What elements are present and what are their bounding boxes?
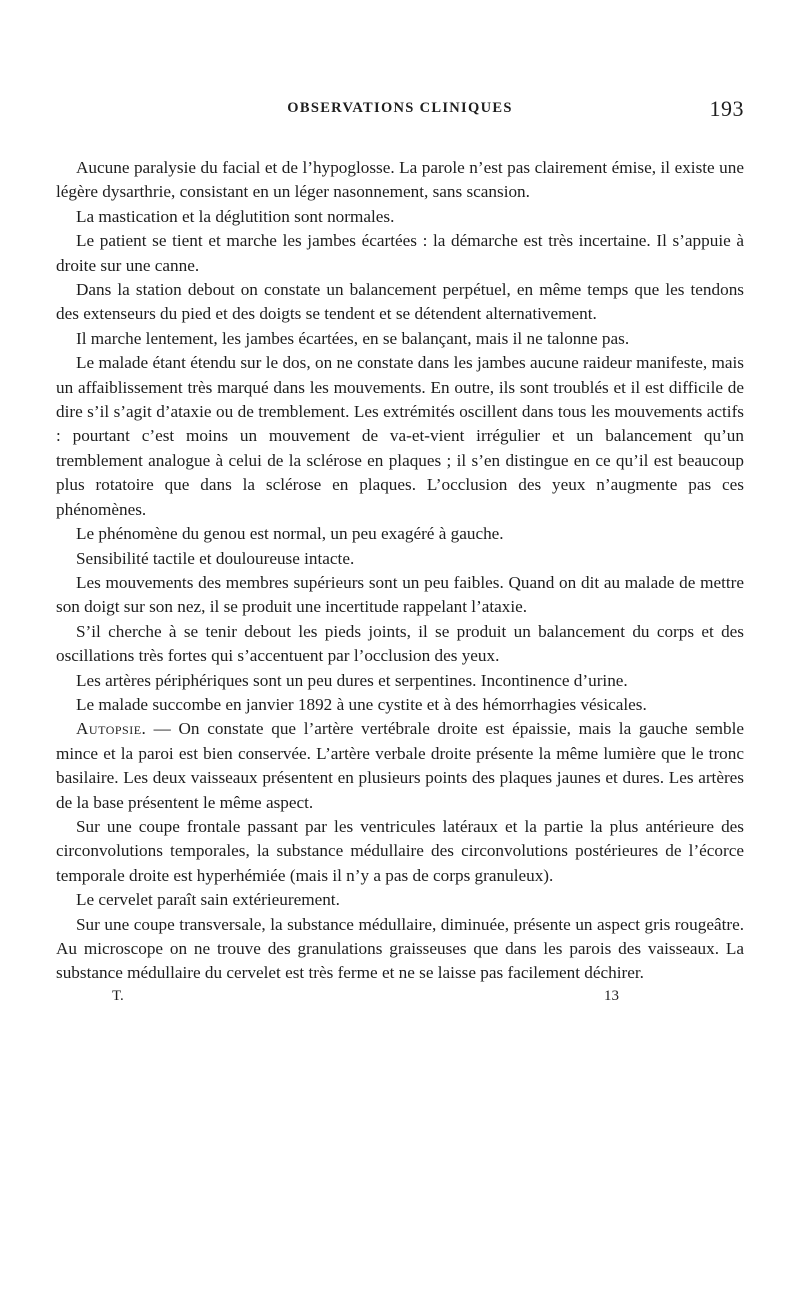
paragraph: S’il cherche à se tenir debout les pieds joints, il se produit un balancement du corps et des oscillations très fortes qui s’accentuent par l’occlusion des yeux. [56,621,744,666]
paragraph: Dans la station debout on constate un balancement perpétuel, en même temps que les tendons des extenseurs du pied et des doigts se tendent et se détendent alternativement. [56,280,744,324]
page-footer [56,988,744,1012]
paragraph: Sur une coupe frontale passant par les ventricules latéraux et la partie la plus antérieure des circonvolutions temporales, la substance médullaire des circonvolutions postérieures de l’écorce temporale droite est hyperhémiée (mais il n’y a pas de corps granuleux). [56,816,744,885]
paragraph: Sur une coupe transversale, la substance médullaire, diminuée, présente un aspect gris rougeâtre. Au microscope on ne trouve des granulations graisseuses que dans les parois des vaisseaux. La substance médullaire du cervelet est très ferme et ne se laisse pas facilement déchirer. [56,914,744,983]
paragraph: Aucune paralysie du facial et de l’hypoglosse. La parole n’est pas clairement émise, il existe une légère dysarthrie, consistant en un léger nasonnement, sans scansion. [56,158,744,202]
page-number: 193 [709,96,744,121]
paragraph: Les mouvements des membres supérieurs sont un peu faibles. Quand on dit au malade de mettre son doigt sur son nez, il se produit une incertitude rappelant l’ataxie. [56,572,744,617]
body-text [56,156,744,986]
book-page [56,96,744,1012]
signature-mark: T. [112,987,124,1004]
autopsy-paragraph [56,717,744,815]
sheet-number: 13 [604,987,619,1004]
paragraph: Les artères périphériques sont un peu dures et serpentines. Incontinence d’urine. [76,670,628,690]
running-head: OBSERVATIONS CLINIQUES [287,100,513,116]
paragraph: Le phénomène du genou est normal, un peu exagéré à gauche. [76,524,504,544]
paragraph: Il marche lentement, les jambes écartées, en se balançant, mais il ne talonne pas. [76,328,630,348]
paragraph: Le malade étant étendu sur le dos, on ne constate dans les jambes aucune raideur manifeste, mais un affaiblissement très marqué dans les mouvements. En outre, ils sont troublés et il est difficile de dire s’il s’agit d’ataxie ou de tremblement. Les extrémités oscillent dans tous les mouvements actifs : pourtant c’est moins un mouvement de va-et-vient irrégulier et un balancement qu’un tremblement analogue à celui de la sclérose en plaques ; il s’en distingue en ce qu’il est beaucoup plus rotatoire que dans la sclérose en plaques. L’occlusion des yeux n’augmente pas ces phénomènes. [56,353,744,519]
paragraph: Le malade succombe en janvier 1892 à une cystite et à des hémorrhagies vésicales. [76,694,647,714]
page-header [56,96,744,122]
paragraph: Sensibilité tactile et douloureuse intacte. [76,548,355,568]
autopsy-text: . — On constate que l’artère vertébrale droite est épaissie, mais la gauche semble mince et la paroi est bien conservée. L’artère verbale droite présente la même lumière que le tronc basilaire. Les deux vaisseaux présentent en plusieurs points des plaques jaunes et dures. Les artères de la base présentent le même aspect. [56,719,744,812]
autopsy-label: Autopsie [76,719,142,739]
paragraph: La mastication et la déglutition sont normales. [76,206,395,226]
paragraph: Le cervelet paraît sain extérieurement. [76,890,340,910]
paragraph: Le patient se tient et marche les jambes écartées : la démarche est très incertaine. Il s’appuie à droite sur une canne. [56,231,744,275]
